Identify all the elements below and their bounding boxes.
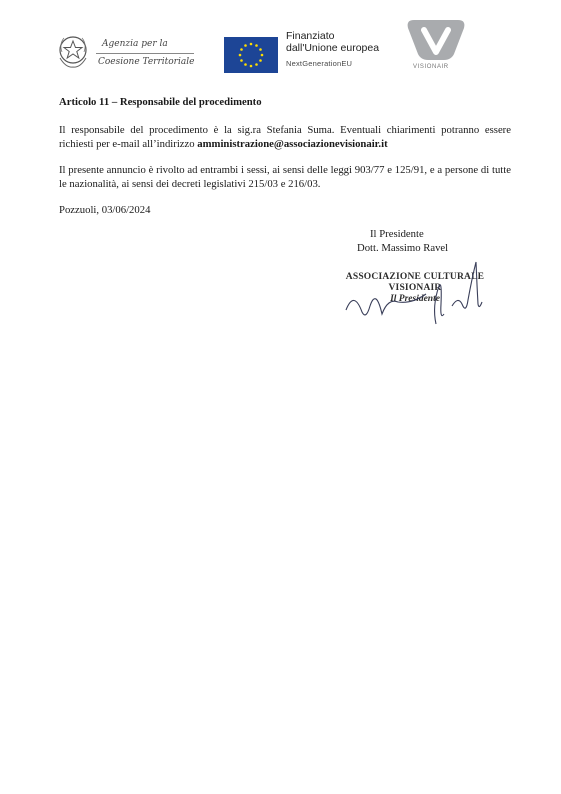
stamp-line3: Il Presidente — [390, 294, 440, 304]
stamp-line2: VISIONAIR — [388, 283, 442, 293]
agency-line1: Agenzia per la — [102, 39, 168, 49]
paragraph-responsible — [59, 123, 511, 151]
agency-name — [96, 36, 194, 71]
italian-republic-emblem-icon — [56, 32, 90, 70]
agency-line2: Coesione Territoriale — [96, 53, 194, 71]
eu-line2: dall'Unione europea — [286, 42, 380, 54]
place-date: Pozzuoli, 03/06/2024 — [59, 204, 151, 216]
visionair-label: VISIONAIR — [413, 64, 449, 70]
eu-flag-icon — [224, 37, 278, 73]
contact-email: amministrazione@associazionevisionair.it — [197, 138, 388, 150]
article-body — [59, 95, 511, 229]
article-heading: Articolo 11 – Responsabile del procedimento — [59, 96, 262, 108]
paragraph-equal-opportunity: Il presente annuncio è rivolto ad entrambi i sessi, ai sensi delle leggi 903/77 e 125/91, e a persone di tutte le nazionalità, ai sensi dei decreti legislativi 215/03 e 216/03. — [59, 164, 511, 190]
document-header — [0, 0, 561, 90]
signatory-name: Dott. Massimo Ravel — [357, 242, 449, 254]
paragraph-responsible-text: Il responsabile del procedimento è la sig.ra Stefania Suma. Eventuali chiarimenti potranno essere richiesti per e-mail all’indirizzo — [59, 124, 511, 150]
signatory-role: Il Presidente — [370, 228, 424, 240]
eu-line3: NextGenerationEU — [286, 59, 353, 68]
stamp-line1: ASSOCIAZIONE CULTURALE — [345, 272, 485, 282]
association-stamp — [340, 272, 490, 305]
eu-line1: Finanziato — [286, 30, 335, 42]
eu-funding-text — [286, 30, 379, 68]
